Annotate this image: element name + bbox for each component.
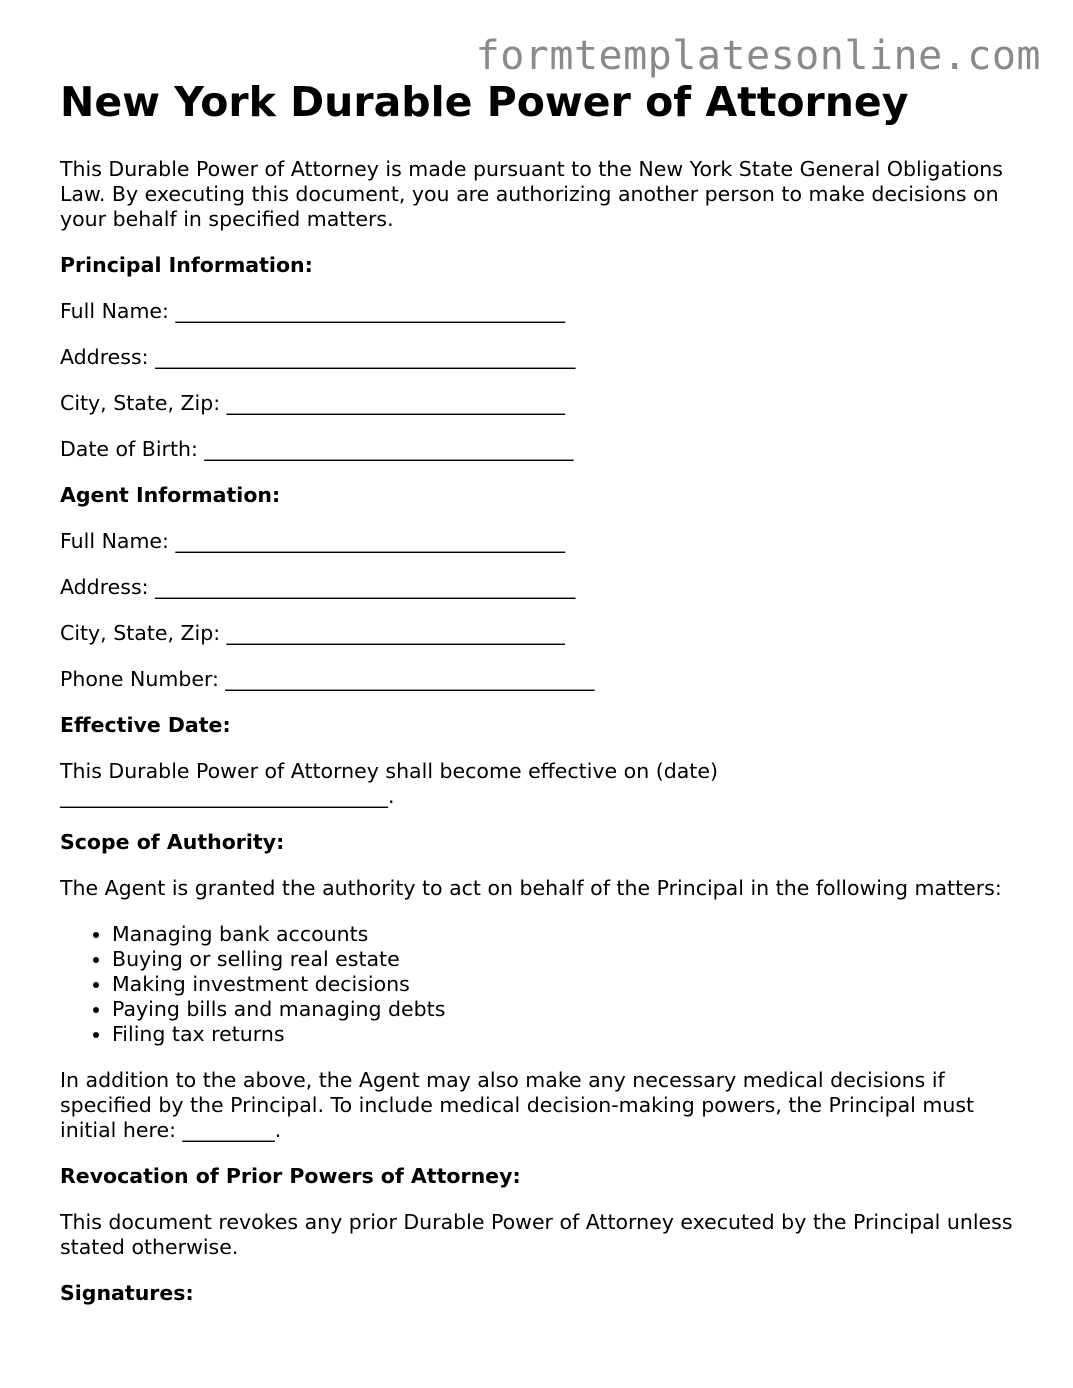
agent-city-state-zip-field: City, State, Zip: _________________________________ (60, 621, 565, 645)
list-item: • Buying or selling real estate (112, 947, 1020, 972)
page-title: New York Durable Power of Attorney (60, 78, 909, 126)
scope-list (60, 922, 1020, 1047)
list-item: • Filing tax returns (112, 1022, 1020, 1047)
scope-text: The Agent is granted the authority to act on behalf of the Principal in the following matters: (60, 876, 1002, 900)
principal-heading: Principal Information: (60, 253, 313, 277)
scope-heading: Scope of Authority: (60, 830, 285, 854)
effective-date-heading: Effective Date: (60, 713, 231, 737)
watermark: formtemplatesonline.com (475, 33, 1041, 79)
principal-full-name-field: Full Name: ______________________________________ (60, 299, 565, 323)
list-item: • Making investment decisions (112, 972, 1020, 997)
effective-date-text: This Durable Power of Attorney shall become effective on (date) ________________________________. (60, 759, 718, 808)
agent-full-name-field: Full Name: ______________________________________ (60, 529, 565, 553)
signatures-heading: Signatures: (60, 1281, 194, 1305)
revocation-text: This document revokes any prior Durable Power of Attorney executed by the Principal unless stated otherwise. (60, 1210, 1013, 1259)
principal-city-state-zip-field: City, State, Zip: _________________________________ (60, 391, 565, 415)
document-page (60, 76, 1020, 1306)
list-item: • Managing bank accounts (112, 922, 1020, 947)
principal-address-field: Address: _________________________________________ (60, 345, 576, 369)
revocation-heading: Revocation of Prior Powers of Attorney: (60, 1164, 521, 1188)
principal-date-of-birth-field: Date of Birth: ____________________________________ (60, 437, 574, 461)
list-item: • Paying bills and managing debts (112, 997, 1020, 1022)
agent-phone-number-field: Phone Number: ____________________________________ (60, 667, 595, 691)
agent-heading: Agent Information: (60, 483, 281, 507)
medical-decisions-text: In addition to the above, the Agent may also make any necessary medical decisions if specified by the Principal. To include medical decision-making powers, the Principal must initial here: _________. (60, 1068, 975, 1142)
intro-paragraph: This Durable Power of Attorney is made pursuant to the New York State General Obligations Law. By executing this document, you are authorizing another person to make decisions on your behalf in specified matters. (60, 157, 1003, 231)
agent-address-field: Address: _________________________________________ (60, 575, 576, 599)
